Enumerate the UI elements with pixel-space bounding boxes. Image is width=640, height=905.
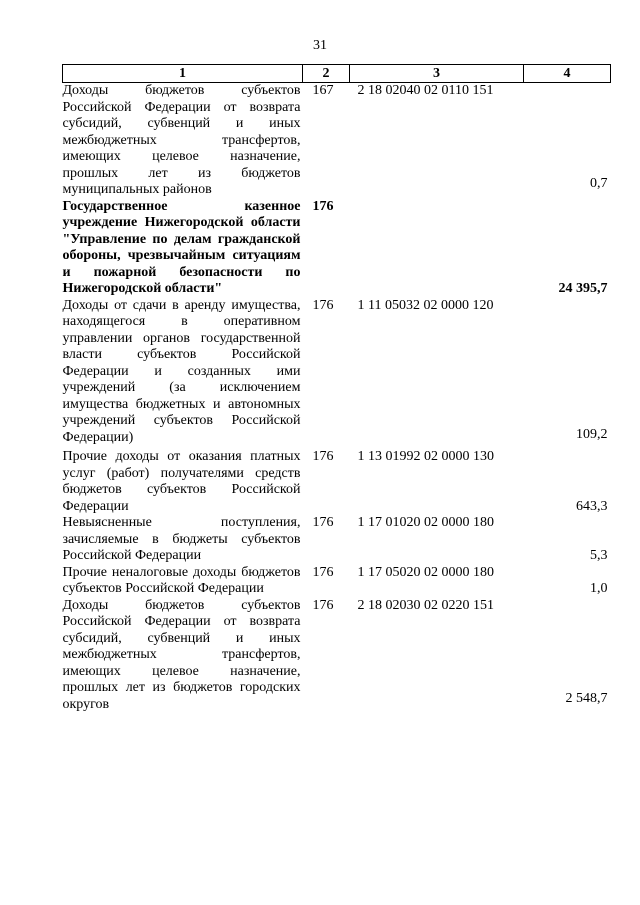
- amount: 0,7: [590, 176, 608, 191]
- admin-code: 176: [312, 515, 334, 530]
- table-row: [63, 449, 611, 515]
- table-row: [63, 565, 611, 598]
- table-header-row: [63, 65, 611, 83]
- amount: 24 395,7: [558, 281, 608, 296]
- admin-code: 167: [312, 83, 334, 98]
- revenue-name: Доходы от сдачи в аренду имущества, находящегося в оперативном управлении органов государственной власти субъектов Российской Федерации и созданных ими учреждений (за исключением имущества бюджетных и автономных учреждений субъектов Российской Федерации): [62, 297, 301, 445]
- revenue-name: Прочие неналоговые доходы бюджетов субъектов Российской Федерации: [62, 564, 301, 596]
- table-row: [63, 515, 611, 565]
- amount: 109,2: [576, 426, 608, 442]
- header-col-1: 1: [63, 65, 303, 83]
- budget-code: 2 18 02030 02 0220 151: [357, 597, 494, 613]
- budget-code: 1 17 05020 02 0000 180: [357, 564, 494, 580]
- budget-code: 1 17 01020 02 0000 180: [357, 515, 494, 530]
- table-row: [63, 298, 611, 450]
- amount: 5,3: [590, 548, 608, 563]
- admin-code: 176: [312, 449, 334, 464]
- revenue-name: Прочие доходы от оказания платных услуг (работ) получателями средств бюджетов субъектов Российской Федерации: [62, 449, 301, 514]
- revenue-name: Доходы бюджетов субъектов Российской Федерации от возврата субсидий, субвенций и иных межбюджетных трансфертов, имеющих целевое назначение, прошлых лет из бюджетов муниципальных районов: [62, 83, 301, 197]
- amount: 643,3: [576, 498, 608, 514]
- admin-code: 176: [312, 297, 334, 313]
- amount: 1,0: [590, 581, 608, 596]
- amount: 2 548,7: [565, 690, 608, 706]
- page-number: 31: [313, 38, 327, 53]
- header-col-3: 3: [350, 65, 524, 83]
- table-row: [63, 83, 611, 199]
- budget-code: [350, 199, 524, 298]
- admin-code: 176: [312, 597, 334, 613]
- agency-name: Государственное казенное учреждение Нижегородской области "Управление по делам гражданской обороны, чрезвычайным ситуациям и пожарной безопасности по Нижегородской области": [62, 198, 301, 296]
- header-col-2: 2: [303, 65, 350, 83]
- admin-code: 176: [312, 198, 334, 214]
- table-row: [63, 598, 611, 714]
- admin-code: 176: [312, 564, 334, 580]
- revenue-name: Доходы бюджетов субъектов Российской Федерации от возврата субсидий, субвенций и иных межбюджетных трансфертов, имеющих целевое назначение, прошлых лет из бюджетов городских округов: [62, 597, 301, 712]
- budget-code: 1 11 05032 02 0000 120: [357, 297, 494, 313]
- budget-code: 1 13 01992 02 0000 130: [357, 449, 494, 464]
- header-col-4: 4: [524, 65, 611, 83]
- revenue-table: [62, 64, 611, 713]
- table-row: [63, 199, 611, 298]
- budget-code: 2 18 02040 02 0110 151: [357, 83, 494, 98]
- revenue-name: Невыясненные поступления, зачисляемые в бюджеты субъектов Российской Федерации: [62, 515, 301, 563]
